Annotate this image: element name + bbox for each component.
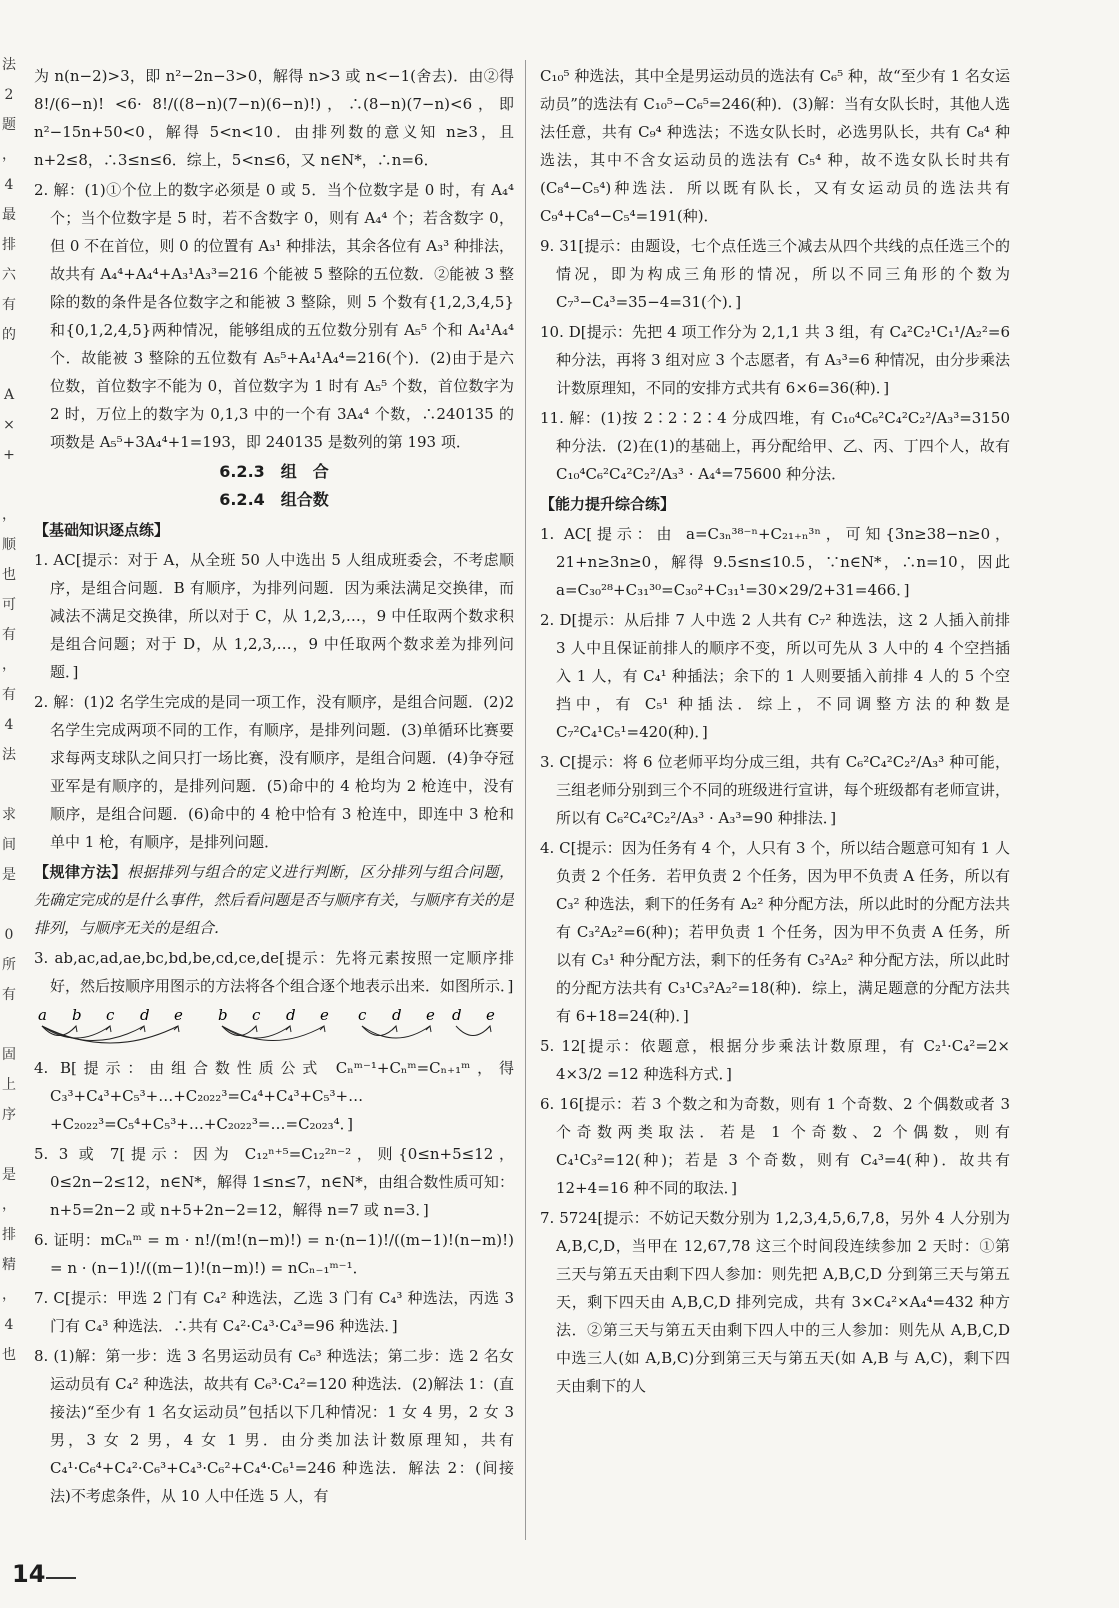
edge-char — [0, 350, 18, 380]
edge-char: 法 — [2, 747, 16, 763]
question-10-answer: 10. D[提示：先把 4 项工作分为 2,1,1 共 3 组，有 C₄²C₂¹C₁¹/A₂²=6 种分法，再将 3 组对应 3 个志愿者，有 A₃³=6 种情况，由分步乘法计数原理知，不同的安排方式共有 6×6=36(种)．] — [540, 323, 1010, 397]
question-9-answer: 9. 31[提示：由题设，七个点任选三个减去从四个共线的点任选三个的情况，即为构成三角形的情况，所以不同三角形的个数为 C₇³−C₄³=35−4=31(个)．] — [540, 237, 1010, 311]
question-6-answer: 6. 证明：mCₙᵐ = m · n!/(m!(n−m)!) = n·(n−1)!/((m−1)!(n−m)!) = n · (n−1)!/((m−1)!(n−m)!) = nCₙ₋₁ᵐ⁻¹． — [34, 1231, 514, 1277]
diagram-letter-c: c — [252, 1006, 261, 1024]
advanced-question-1-answer: 1. AC[提示：由 a=C₃ₙ³⁸⁻ⁿ+C₂₁₊ₙ³ⁿ，可知{3n≥38−n≥0，21+n≥3n≥0，解得 9.5≤n≤10.5，∵n∈N*，∴n=10，因此 a=C₃₀²⁸+C₃₁³⁰=C₃₀²+C₃₁¹=30×29/2+31=466．] — [540, 525, 1010, 599]
diagram-arrowhead — [106, 1026, 111, 1032]
diagram-letter-b: b — [72, 1006, 82, 1024]
edge-char: A — [3, 387, 15, 403]
diagram-arrowhead — [426, 1026, 431, 1032]
advanced-question-3-answer: 3. C[提示：将 6 位老师平均分成三组，共有 C₆²C₄²C₂²/A₃³ 种可能，三组老师分别到三个不同的班级进行宣讲，每个班级都有老师宣讲，所以有 C₆²C₄²C₂²/A₃³ · A₃³=90 种排法．] — [540, 753, 1010, 827]
diagram-letter-e: e — [174, 1006, 183, 1024]
diagram-arrowhead — [486, 1026, 491, 1032]
question-2b-answer: 2. 解：(1)2 名学生完成的是同一项工作，没有顺序，是组合问题．(2)2 名学生完成两项不同的工作，有顺序，是排列问题．(3)单循环比赛要求每两支球队之间只打一场比赛，没有顺序，是组合问题．(4)争夺冠亚军是有顺序的，是排列问题．(5)命中的 4 枪均为 2 枪连中，没有顺序，是组合问题．(6)命中的 4 枪中恰有 3 枪连中，即连中 3 枪和单中 1 枪，有顺序，是排列问题． — [34, 693, 514, 851]
edge-char: 可 — [2, 597, 16, 613]
left-column — [34, 62, 514, 1542]
advanced-question-5-answer: 5. 12[提示：依题意，根据分步乘法计数原理，有 C₂¹·C₄²=2× 4×3/2 =12 种选科方式．] — [540, 1037, 1010, 1083]
diagram-arrowhead — [392, 1026, 397, 1032]
edge-char: 排 — [2, 1227, 16, 1243]
edge-char: 序 — [2, 1107, 16, 1123]
diagram-arc — [456, 1026, 490, 1036]
diagram-letter-b: b — [218, 1006, 228, 1024]
edge-char: 有 — [2, 627, 16, 643]
combination-arc-diagram — [34, 1004, 504, 1048]
edge-char — [0, 1010, 18, 1040]
page-number-rule — [46, 1577, 76, 1579]
diagram-arrowhead — [286, 1026, 291, 1032]
edge-char: 的 — [2, 327, 16, 343]
edge-char: 求 — [2, 807, 16, 823]
edge-char: + — [3, 447, 15, 463]
edge-char: 有 — [2, 987, 16, 1003]
question-7-answer: 7. C[提示：甲选 2 门有 C₄² 种选法，乙选 3 门有 C₄³ 种选法，丙选 3 门有 C₄³ 种选法．∴共有 C₄²·C₄³·C₄³=96 种选法．] — [34, 1289, 514, 1335]
edge-char: 也 — [2, 567, 16, 583]
edge-char: 六 — [2, 267, 16, 283]
question-3-answer: 3. ab,ac,ad,ae,bc,bd,be,cd,ce,de[提示：先将元素按照一定顺序排好，然后按顺序用图示的方法将各个组合逐个地表示出来．如图所示．] — [34, 949, 514, 995]
edge-char — [0, 890, 18, 920]
edge-char: 题 — [2, 117, 16, 133]
page-number: 14 — [12, 1560, 46, 1588]
question-1-answer: 1. AC[提示：对于 A，从全班 50 人中选出 5 人组成班委会，不考虑顺序，是组合问题．B 有顺序，为排列问题．因为乘法满足交换律，而减法不满足交换律，所以对于 C，从 1,2,3,…，9 中任取两个数求积是组合问题；对于 D，从 1,2,3,…，9 中任取两个数求差为排列问题．] — [34, 551, 514, 681]
diagram-arc — [362, 1026, 396, 1036]
left-margin-fragment — [0, 50, 18, 1550]
diagram-letter-e: e — [426, 1006, 435, 1024]
edge-char: 也 — [2, 1347, 16, 1363]
diagram-arrowhead — [140, 1026, 145, 1032]
edge-char: ， — [2, 147, 16, 163]
edge-char: ， — [2, 507, 16, 523]
edge-char: 所 — [2, 957, 16, 973]
edge-char: ， — [2, 1287, 16, 1303]
diagram-arrowhead — [174, 1026, 179, 1032]
question-5-answer: 5. 3 或 7[提示：因为 C₁₂ⁿ⁺⁵=C₁₂²ⁿ⁻²，则{0≤n+5≤12，0≤2n−2≤12，n∈N*，解得 1≤n≤7，n∈N*，由组合数性质可知：n+5=2n−2 或 n+5+2n−2=12，解得 n=7 或 n=3．] — [34, 1145, 514, 1219]
edge-char: 有 — [2, 297, 16, 313]
edge-char: 4 — [4, 717, 14, 733]
diagram-arrowhead — [252, 1026, 257, 1032]
edge-char: 固 — [2, 1047, 16, 1063]
diagram-letter-d: d — [140, 1006, 150, 1024]
diagram-letter-d: d — [452, 1006, 462, 1024]
edge-char: 上 — [2, 1077, 16, 1093]
question-4-answer: 4. B[提示：由组合数性质公式 Cₙᵐ⁻¹+Cₙᵐ=Cₙ₊₁ᵐ，得 C₃³+C₄³+C₅³+…+C₂₀₂₂³=C₄⁴+C₄³+C₅³+…+C₂₀₂₂³=C₅⁴+C₅³+…+C₂₀₂₂³=…=C₂₀₂₃⁴．] — [34, 1059, 514, 1133]
edge-char: 间 — [2, 837, 16, 853]
question-11-answer: 11. 解：(1)按 2∶2∶2∶4 分成四堆，有 C₁₀⁴C₆²C₄²C₂²/A₃³=3150 种分法．(2)在(1)的基础上，再分配给甲、乙、丙、丁四个人，故有 C₁₀⁴C₆²C₄²C₂²/A₃³ · A₄⁴=75600 种分法． — [540, 409, 1010, 483]
edge-char — [0, 1130, 18, 1160]
section-title-combination: 6.2.3 组 合 — [219, 462, 329, 481]
diagram-letter-d: d — [286, 1006, 296, 1024]
column-divider — [525, 60, 526, 1540]
advanced-question-7-answer: 7. 5724[提示：不妨记天数分别为 1,2,3,4,5,6,7,8，另外 4 人分别为 A,B,C,D，当甲在 12,67,78 这三个时间段连续参加 2 天时：①第三天与第五天由剩下四人参加：则先把 A,B,C,D 分到第三天与第五天，剩下四天由 A,B,C,D 排列完成，共有 3×C₄²×A₄⁴=432 种方法．②第三天与第五天由剩下四人中的三人参加：则先从 A,B,C,D 中选三人(如 A,B,C)分到第三天与第五天(如 A,B 与 A,C)，剩下四天由剩下的人 — [540, 1209, 1010, 1395]
diagram-arc — [222, 1026, 324, 1041]
diagram-letter-c: c — [106, 1006, 115, 1024]
advanced-question-2-answer: 2. D[提示：从后排 7 人中选 2 人共有 C₇² 种选法，这 2 人插入前排 3 人中且保证前排人的顺序不变，所以可先从 3 人中的 4 个空挡插入 1 人，有 C₄¹ 种插法；余下的 1 人则要插入前排 4 人的 5 个空挡中，有 C₅¹ 种插法．综上，不同调整方法的种数是 C₇²C₄¹C₅¹=420(种)．] — [540, 611, 1010, 741]
edge-char: 有 — [2, 687, 16, 703]
method-label: 【规律方法】 — [34, 863, 127, 881]
edge-char: 精 — [2, 1257, 16, 1273]
left-paragraph-1: 为 n(n−2)>3，即 n²−2n−3>0，解得 n>3 或 n<−1(舍去)．由②得 8!/(6−n)! <6· 8!/((8−n)(7−n)(6−n)!)，∴(8−n)(7−n)<6，即 n²−15n+50<0，解得 5<n<10．由排列数的意义知 n≥3，且 n+2≤8，∴3≤n≤6．综上，5<n≤6，又 n∈N*，∴n=6． — [34, 67, 514, 169]
edge-char: ， — [2, 1197, 16, 1213]
method-note — [34, 858, 514, 942]
method-text: 根据排列与组合的定义进行判断，区分排列与组合问题，先确定完成的是什么事件，然后看问题是否与顺序有关，与顺序有关的是排列，与顺序无关的是组合． — [34, 863, 514, 937]
question-2-answer: 2. 解：(1)①个位上的数字必须是 0 或 5．当个位数字是 0 时，有 A₄⁴ 个；当个位数字是 5 时，若不含数字 0，则有 A₄⁴ 个；若含数字 0，但 0 不在首位，则 0 的位置有 A₃¹ 种排法，其余各位有 A₃³ 种排法，故共有 A₄⁴+A₄⁴+A₃¹A₃³=216 个能被 5 整除的五位数．②能被 3 整除的数的条件是各位数字之和能被 3 整除，则 5 个数有{1,2,3,4,5}和{0,1,2,4,5}两种情况，能够组成的五位数分别有 A₅⁵ 个和 A₄¹A₄⁴ 个．故能被 3 整除的五位数有 A₅⁵+A₄¹A₄⁴=216(个)．(2)由于是六位数，首位数字不能为 0，首位数字为 1 时有 A₅⁵ 个数，首位数字为 2 时，万位上的数字为 0,1,3 中的一个有 3A₄⁴ 个数，∴240135 的项数是 A₅⁵+3A₄⁴+1=193，即 240135 是数列的第 193 项． — [34, 181, 514, 451]
edge-char: 4 — [4, 1317, 14, 1333]
diagram-arrowhead — [320, 1026, 325, 1032]
question-8-continued: C₁₀⁵ 种选法，其中全是男运动员的选法有 C₆⁵ 种，故“至少有 1 名女运动员”的选法有 C₁₀⁵−C₆⁵=246(种)．(3)解：当有女队长时，其他人选法任意，共有 C₉⁴ 种选法；不选女队长时，必选男队长，共有 C₈⁴ 种选法，其中不含女运动员的选法有 C₅⁴ 种，故不选女队长时共有(C₈⁴−C₅⁴)种选法．所以既有队长，又有女运动员的选法共有 C₉⁴+C₈⁴−C₅⁴=191(种)． — [540, 67, 1010, 225]
section-title-combination-number: 6.2.4 组合数 — [219, 490, 329, 509]
edge-char — [0, 470, 18, 500]
edge-char: 4 — [4, 177, 14, 193]
advanced-practice-heading: 【能力提升综合练】 — [540, 495, 676, 513]
edge-char: 2 — [4, 87, 14, 103]
edge-char: 0 — [4, 927, 14, 943]
advanced-question-6-answer: 6. 16[提示：若 3 个数之和为奇数，则有 1 个奇数、2 个偶数或者 3 个奇数两类取法．若是 1 个奇数、2 个偶数，则有 C₄¹C₃²=12(种)；若是 3 个奇数，则有 C₄³=4(种)．故共有 12+4=16 种不同的取法．] — [540, 1095, 1010, 1197]
advanced-question-4-answer: 4. C[提示：因为任务有 4 个，人只有 3 个，所以结合题意可知有 1 人负责 2 个任务．若甲负责 2 个任务，因为甲不负责 A 任务，所以有 C₃² 种选法，剩下的任务有 A₂² 种分配方法，所以此时的分配方法共有 C₃²A₂²=6(种)；若甲负责 1 个任务，因为甲不负责 A 任务，所以有 C₃¹ 种分配方法，剩下的任务有 C₃²A₂² 种分配方法，所以此时的分配方法共有 C₃¹C₃²A₂²=18(种)．综上，满足题意的分配方法共有 6+18=24(种)．] — [540, 839, 1010, 1025]
edge-char: 排 — [2, 237, 16, 253]
diagram-letter-d: d — [392, 1006, 402, 1024]
edge-char: × — [3, 417, 15, 433]
question-8-answer: 8. (1)解：第一步：选 3 名男运动员有 C₆³ 种选法；第二步：选 2 名女运动员有 C₄² 种选法，故共有 C₆³·C₄²=120 种选法．(2)解法 1：(直接法)“至少有 1 名女运动员”包括以下几种情况：1 女 4 男，2 女 3 男，3 女 2 男，4 女 1 男．由分类加法计数原理知，共有 C₄¹·C₆⁴+C₄²·C₆³+C₄³·C₆²+C₄⁴·C₆¹=246 种选法．解法 2：(间接法)不考虑条件，从 10 人中任选 5 人，有 — [34, 1347, 514, 1505]
edge-char: 是 — [2, 867, 16, 883]
edge-char: 顺 — [2, 537, 16, 553]
edge-char: 最 — [2, 207, 16, 223]
edge-char — [0, 770, 18, 800]
diagram-letter-a: a — [38, 1006, 47, 1024]
edge-char: 法 — [2, 57, 16, 73]
diagram-letter-c: c — [358, 1006, 367, 1024]
right-column — [540, 62, 1010, 1542]
diagram-letter-e: e — [486, 1006, 495, 1024]
diagram-arrowhead — [72, 1026, 77, 1032]
diagram-letter-e: e — [320, 1006, 329, 1024]
basic-practice-heading: 【基础知识逐点练】 — [34, 521, 170, 539]
edge-char: 是 — [2, 1167, 16, 1183]
edge-char: ， — [2, 657, 16, 673]
